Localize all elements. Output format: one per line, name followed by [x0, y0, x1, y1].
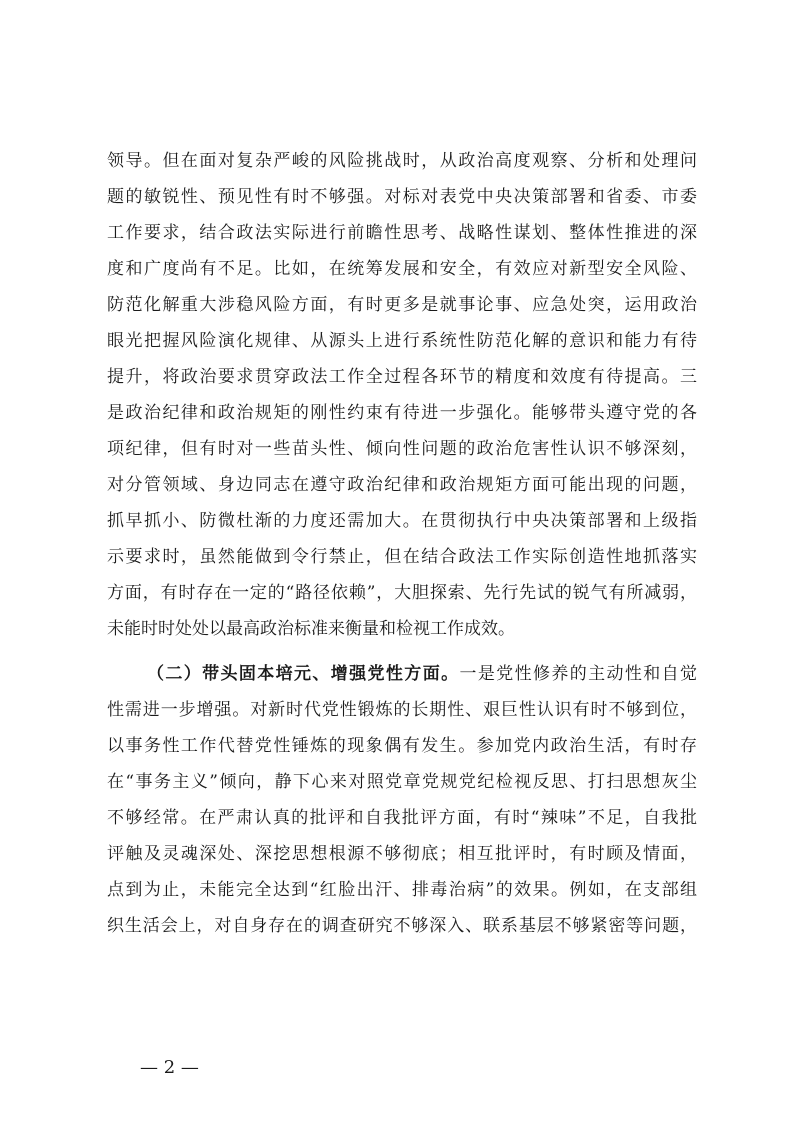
text-line: 以事务性工作代替党性锤炼的现象偶有发生。参加党内政治生活，有时存	[107, 736, 697, 756]
text-line: 不够经常。在严肃认真的批评和自我批评方面，有时“辣味”不足，自我批	[107, 808, 697, 828]
text-line: 对分管领域、身边同志在遵守政治纪律和政治规矩方面可能出现的问题，	[107, 475, 697, 495]
text-line: 度和广度尚有不足。比如，在统筹发展和安全，有效应对新型安全风险、	[107, 259, 697, 279]
text-line: 示要求时，虽然能做到令行禁止，但在结合政法工作实际创造性地抓落实	[107, 547, 697, 567]
text-line: 提升，将政治要求贯穿政法工作全过程各环节的精度和效度有待提高。三	[107, 367, 697, 387]
text-line: 在“事务主义”倾向，静下心来对照党章党规党纪检视反思、打扫思想灰尘	[107, 772, 697, 792]
text-line: 项纪律，但有时对一些苗头性、倾向性问题的政治危害性认识不够深刻，	[107, 439, 697, 459]
text-line: 防范化解重大涉稳风险方面，有时更多是就事论事、应急处突，运用政治	[107, 295, 697, 315]
text-line: 题的敏锐性、预见性有时不够强。对标对表党中央决策部署和省委、市委	[107, 187, 697, 207]
text-line: 眼光把握风险演化规律、从源头上进行系统性防范化解的意识和能力有待	[107, 331, 697, 351]
text-line: 工作要求，结合政法实际进行前瞻性思考、战略性谋划、整体性推进的深	[107, 223, 697, 243]
text-line: 领导。但在面对复杂严峻的风险挑战时，从政治高度观察、分析和处理问	[107, 151, 697, 171]
text-line: 抓早抓小、防微杜渐的力度还需加大。在贯彻执行中央决策部署和上级指	[107, 511, 697, 531]
heading-line-text: 一是党性修养的主动性和自觉	[459, 664, 697, 684]
text-line: 性需进一步增强。对新时代党性锻炼的长期性、艰巨性认识有时不够到位，	[107, 700, 697, 720]
text-line: 是政治纪律和政治规矩的刚性约束有待进一步强化。能够带头遵守党的各	[107, 403, 697, 423]
page-number: — 2 —	[140, 1057, 199, 1078]
section-heading: （二）带头固本培元、增强党性方面。	[147, 664, 460, 684]
text-line: 方面，有时存在一定的“路径依赖”，大胆探索、先行先试的锐气有所减弱，	[107, 583, 697, 603]
section-heading-line	[147, 656, 697, 692]
text-line: 评触及灵魂深处、深挖思想根源不够彻底；相互批评时，有时顾及情面，	[107, 844, 697, 864]
text-line: 点到为止，未能完全达到“红脸出汗、排毒治病”的效果。例如，在支部组	[107, 880, 697, 900]
text-line: 织生活会上，对自身存在的调查研究不够深入、联系基层不够紧密等问题，	[107, 916, 697, 936]
text-line: 未能时时处处以最高政治标准来衡量和检视工作成效。	[107, 619, 515, 639]
